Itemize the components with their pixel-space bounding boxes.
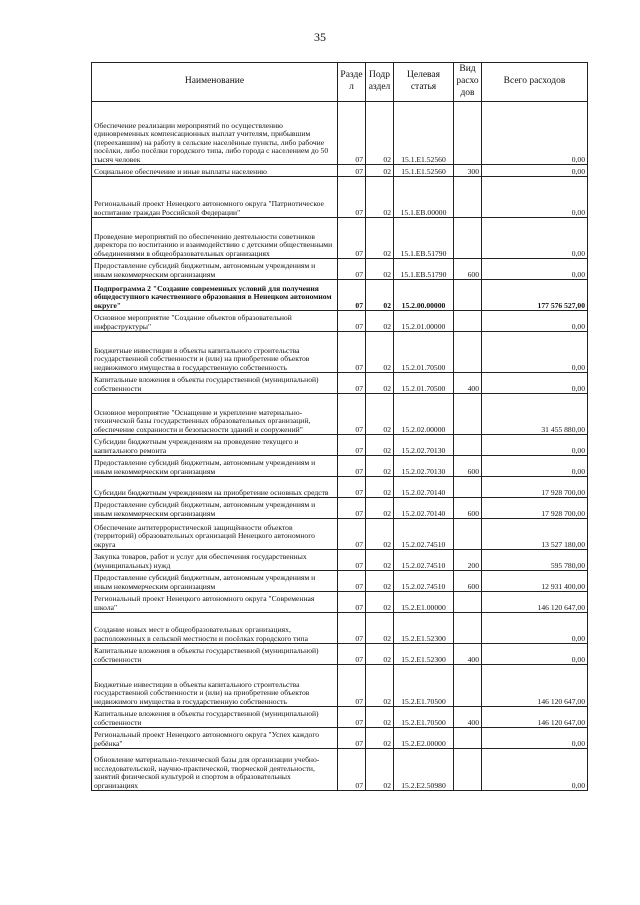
row-name: Основное мероприятие "Оснащение и укрепление материально-технической базы государственных образовательных организаций, обеспечение сохранности и безопасности зданий и сооружений" — [92, 394, 338, 435]
table-row — [92, 550, 588, 571]
row-expense-type: 600 — [454, 571, 482, 592]
table-row — [92, 165, 588, 177]
row-subsection: 02 — [366, 177, 394, 218]
row-total: 17 928 700,00 — [482, 477, 588, 498]
row-expense-type — [454, 394, 482, 435]
row-name: Бюджетные инвестиции в объекты капитального строительства государственной собственности и (или) на приобретение объектов недвижимого имущества в государственную собственность — [92, 665, 338, 707]
row-section: 07 — [338, 592, 366, 613]
table-row — [92, 259, 588, 280]
row-total: 0,00 — [482, 311, 588, 332]
row-section: 07 — [338, 550, 366, 571]
row-subsection: 02 — [366, 707, 394, 728]
row-name: Предоставление субсидий бюджетным, автономным учреждениям и иным некоммерческим организациям — [92, 571, 338, 592]
row-name: Обновление материально-технической базы для организации учебно-исследовательской, научно-практической, творческой деятельности, занятий физической культурой и спортом в образовательных организациях — [92, 749, 338, 791]
row-subsection: 02 — [366, 332, 394, 373]
row-name: Субсидии бюджетным учреждениям на приобретение основных средств — [92, 477, 338, 498]
row-section: 07 — [338, 435, 366, 456]
table-row — [92, 102, 588, 165]
row-expense-type — [454, 280, 482, 311]
row-expense-type — [454, 477, 482, 498]
table-row — [92, 644, 588, 665]
row-total: 0,00 — [482, 435, 588, 456]
row-subsection: 02 — [366, 592, 394, 613]
row-total: 0,00 — [482, 177, 588, 218]
row-section: 07 — [338, 613, 366, 644]
row-subsection: 02 — [366, 477, 394, 498]
row-subsection: 02 — [366, 550, 394, 571]
row-name: Региональный проект Ненецкого автономного округа "Успех каждого ребёнка" — [92, 728, 338, 749]
row-total: 0,00 — [482, 332, 588, 373]
row-total: 0,00 — [482, 259, 588, 280]
row-article: 15.2.02.74510 — [394, 571, 454, 592]
table-row — [92, 707, 588, 728]
row-section: 07 — [338, 477, 366, 498]
row-expense-type: 400 — [454, 373, 482, 394]
row-name: Капитальные вложения в объекты государственной (муниципальной) собственности — [92, 644, 338, 665]
row-name: Социальное обеспечение и иные выплаты населению — [92, 165, 338, 177]
row-total: 0,00 — [482, 102, 588, 165]
table-row — [92, 394, 588, 435]
table-body — [92, 102, 588, 791]
row-total: 177 576 527,00 — [482, 280, 588, 311]
row-total: 17 928 700,00 — [482, 498, 588, 519]
row-section: 07 — [338, 332, 366, 373]
row-expense-type — [454, 519, 482, 550]
table-row — [92, 749, 588, 791]
row-name: Капитальные вложения в объекты государственной (муниципальной) собственности — [92, 707, 338, 728]
row-expense-type — [454, 613, 482, 644]
table-row — [92, 280, 588, 311]
budget-table — [91, 62, 588, 791]
row-expense-type: 600 — [454, 456, 482, 477]
row-section: 07 — [338, 394, 366, 435]
row-article: 15.2.02.70130 — [394, 456, 454, 477]
row-section: 07 — [338, 571, 366, 592]
row-total: 146 120 647,00 — [482, 665, 588, 707]
row-expense-type: 600 — [454, 259, 482, 280]
header-expense-type: Вид расхо дов — [454, 63, 482, 102]
row-expense-type — [454, 102, 482, 165]
row-section: 07 — [338, 644, 366, 665]
row-subsection: 02 — [366, 498, 394, 519]
row-expense-type — [454, 218, 482, 259]
row-expense-type — [454, 665, 482, 707]
row-name: Обеспечение реализации мероприятий по осуществлению единовременных компенсационных выплат учителям, прибывшим (переехавшим) на работу в сельские населённые пункты, либо рабочие посёлки, либо посёлки городского типа, либо города с населением до 50 тысяч человек — [92, 102, 338, 165]
row-name: Обеспечение антитеррористической защищённости объектов (территорий) образовательных организаций Ненецкого автономного округа — [92, 519, 338, 550]
header-article: Целевая статья — [394, 63, 454, 102]
row-subsection: 02 — [366, 613, 394, 644]
row-article: 15.2.E2.00000 — [394, 728, 454, 749]
row-subsection: 02 — [366, 519, 394, 550]
header-name: Наименование — [92, 63, 338, 102]
row-name: Основное мероприятие "Создание объектов образовательной инфраструктуры" — [92, 311, 338, 332]
row-total: 0,00 — [482, 373, 588, 394]
row-total: 0,00 — [482, 218, 588, 259]
row-subsection: 02 — [366, 102, 394, 165]
row-subsection: 02 — [366, 373, 394, 394]
table-row — [92, 311, 588, 332]
row-expense-type — [454, 728, 482, 749]
row-expense-type: 400 — [454, 644, 482, 665]
header-subsection: Подр аздел — [366, 63, 394, 102]
row-article: 15.2.E1.70500 — [394, 665, 454, 707]
table-row — [92, 435, 588, 456]
row-article: 15.2.02.74510 — [394, 519, 454, 550]
table-header-row — [92, 63, 588, 102]
table-row — [92, 456, 588, 477]
header-total: Всего расходов — [482, 63, 588, 102]
row-section: 07 — [338, 259, 366, 280]
row-article: 15.2.E2.50980 — [394, 749, 454, 791]
row-subsection: 02 — [366, 749, 394, 791]
table-row — [92, 373, 588, 394]
row-subsection: 02 — [366, 571, 394, 592]
row-article: 15.1.EB.51790 — [394, 259, 454, 280]
row-name: Предоставление субсидий бюджетным, автономным учреждениям и иным некоммерческим организациям — [92, 259, 338, 280]
row-total: 146 120 647,00 — [482, 707, 588, 728]
row-section: 07 — [338, 498, 366, 519]
row-section: 07 — [338, 165, 366, 177]
table-row — [92, 177, 588, 218]
row-article: 15.2.00.00000 — [394, 280, 454, 311]
row-expense-type — [454, 435, 482, 456]
table-row — [92, 665, 588, 707]
row-name: Предоставление субсидий бюджетным, автономным учреждениям и иным некоммерческим организациям — [92, 498, 338, 519]
table-row — [92, 477, 588, 498]
row-total: 12 931 400,00 — [482, 571, 588, 592]
row-section: 07 — [338, 519, 366, 550]
row-article: 15.1.EB.51790 — [394, 218, 454, 259]
row-article: 15.2.01.70500 — [394, 373, 454, 394]
row-expense-type — [454, 592, 482, 613]
row-article: 15.2.01.70500 — [394, 332, 454, 373]
row-name: Предоставление субсидий бюджетным, автономным учреждениям и иным некоммерческим организациям — [92, 456, 338, 477]
row-subsection: 02 — [366, 644, 394, 665]
row-expense-type — [454, 332, 482, 373]
table-row — [92, 519, 588, 550]
row-subsection: 02 — [366, 728, 394, 749]
row-name: Бюджетные инвестиции в объекты капитального строительства государственной собственности и (или) на приобретение объектов недвижимого имущества в государственную собственность — [92, 332, 338, 373]
row-total: 0,00 — [482, 728, 588, 749]
row-section: 07 — [338, 749, 366, 791]
row-expense-type: 300 — [454, 165, 482, 177]
row-article: 15.2.E1.52300 — [394, 613, 454, 644]
row-article: 15.2.E1.52300 — [394, 644, 454, 665]
table-row — [92, 613, 588, 644]
row-subsection: 02 — [366, 394, 394, 435]
row-name: Проведение мероприятий по обеспечению деятельности советников директора по воспитанию и взаимодействию с детскими общественными объединениями в общеобразовательных организациях — [92, 218, 338, 259]
row-subsection: 02 — [366, 165, 394, 177]
row-subsection: 02 — [366, 218, 394, 259]
row-total: 146 120 647,00 — [482, 592, 588, 613]
row-section: 07 — [338, 280, 366, 311]
row-total: 31 455 880,00 — [482, 394, 588, 435]
row-section: 07 — [338, 373, 366, 394]
row-total: 0,00 — [482, 165, 588, 177]
row-name: Подпрограмма 2 "Создание современных условий для получения общедоступного качественного образования в Ненецком автономном округе" — [92, 280, 338, 311]
row-name: Создание новых мест в общеобразовательных организациях, расположенных в сельской местности и посёлках городского типа — [92, 613, 338, 644]
row-expense-type: 400 — [454, 707, 482, 728]
row-total: 595 780,00 — [482, 550, 588, 571]
table-row — [92, 571, 588, 592]
table-row — [92, 218, 588, 259]
row-subsection: 02 — [366, 259, 394, 280]
row-name: Региональный проект Ненецкого автономного округа "Патриотическое воспитание граждан Российской Федерации" — [92, 177, 338, 218]
row-total: 0,00 — [482, 456, 588, 477]
row-expense-type — [454, 311, 482, 332]
row-article: 15.2.02.00000 — [394, 394, 454, 435]
row-section: 07 — [338, 102, 366, 165]
row-article: 15.2.02.74510 — [394, 550, 454, 571]
row-expense-type — [454, 749, 482, 791]
row-section: 07 — [338, 665, 366, 707]
row-expense-type: 600 — [454, 498, 482, 519]
row-expense-type — [454, 177, 482, 218]
row-subsection: 02 — [366, 665, 394, 707]
row-article: 15.2.02.70140 — [394, 477, 454, 498]
row-article: 15.1.EB.00000 — [394, 177, 454, 218]
row-name: Закупка товаров, работ и услуг для обеспечения государственных (муниципальных) нужд — [92, 550, 338, 571]
row-name: Региональный проект Ненецкого автономного округа "Современная школа" — [92, 592, 338, 613]
table-row — [92, 728, 588, 749]
row-expense-type: 200 — [454, 550, 482, 571]
table-row — [92, 498, 588, 519]
row-name: Капитальные вложения в объекты государственной (муниципальной) собственности — [92, 373, 338, 394]
row-section: 07 — [338, 311, 366, 332]
row-article: 15.2.E1.00000 — [394, 592, 454, 613]
row-article: 15.2.01.00000 — [394, 311, 454, 332]
row-subsection: 02 — [366, 435, 394, 456]
row-article: 15.2.02.70140 — [394, 498, 454, 519]
row-section: 07 — [338, 728, 366, 749]
row-article: 15.2.02.70130 — [394, 435, 454, 456]
row-total: 0,00 — [482, 613, 588, 644]
row-article: 15.1.E1.52560 — [394, 165, 454, 177]
row-total: 0,00 — [482, 644, 588, 665]
table-row — [92, 592, 588, 613]
row-name: Субсидии бюджетным учреждениям на проведение текущего и капитального ремонта — [92, 435, 338, 456]
row-section: 07 — [338, 177, 366, 218]
row-article: 15.2.E1.70500 — [394, 707, 454, 728]
page-number: 35 — [314, 30, 326, 44]
row-subsection: 02 — [366, 311, 394, 332]
table-row — [92, 332, 588, 373]
row-subsection: 02 — [366, 280, 394, 311]
row-section: 07 — [338, 218, 366, 259]
row-subsection: 02 — [366, 456, 394, 477]
row-article: 15.1.E1.52560 — [394, 102, 454, 165]
header-section: Разде л — [338, 63, 366, 102]
row-section: 07 — [338, 707, 366, 728]
row-total: 0,00 — [482, 749, 588, 791]
row-total: 13 527 180,00 — [482, 519, 588, 550]
row-section: 07 — [338, 456, 366, 477]
